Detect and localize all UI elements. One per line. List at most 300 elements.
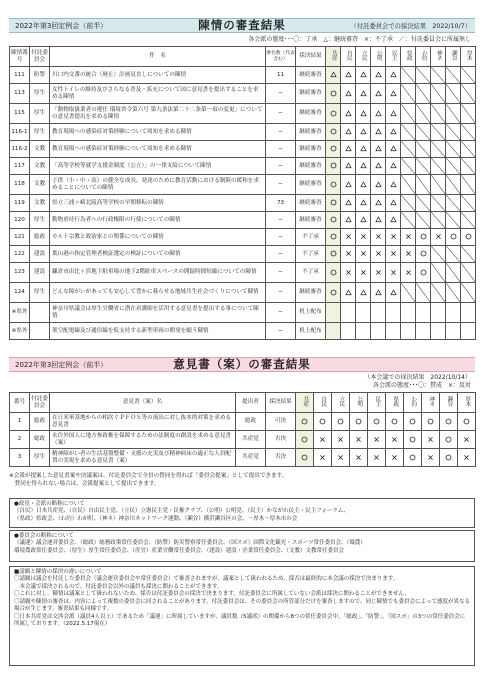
committee: 建設 <box>30 246 50 263</box>
empty-mark <box>326 323 341 340</box>
empty-mark <box>416 323 431 340</box>
slash-mark <box>446 175 461 195</box>
triangle-mark <box>386 175 401 195</box>
slash-mark <box>446 158 461 175</box>
opinion-no: 1 <box>10 413 30 431</box>
faction-header <box>458 393 476 413</box>
petitions-session: 2022年第3回定例会（前半） <box>15 22 108 30</box>
result: 可決 <box>266 413 296 431</box>
circle-mark <box>326 141 341 158</box>
cross-mark <box>386 449 404 467</box>
petition-no: 123 <box>10 263 30 283</box>
factions-box <box>9 498 475 528</box>
triangle-mark <box>371 195 386 212</box>
empty-mark <box>371 303 386 323</box>
slash-mark <box>431 158 446 175</box>
cross-mark <box>458 431 476 449</box>
signers: − <box>266 175 296 195</box>
slash-mark <box>446 104 461 124</box>
triangle-mark <box>356 124 371 141</box>
slash-mark <box>416 195 431 212</box>
petition-name: カルト宗教と政治家との関係についての陳情 <box>50 229 266 246</box>
table-row <box>10 84 476 104</box>
petition-name: 神奈川県議会は厚生労働省に潜在看護師を活用する意見書を提出する事について陳情 <box>50 303 266 323</box>
slash-mark <box>461 212 476 229</box>
circle-mark <box>326 246 341 263</box>
committee: 文教 <box>30 158 50 175</box>
faction-header <box>326 47 341 67</box>
result: 不了承 <box>296 263 326 283</box>
slash-mark <box>401 283 416 303</box>
col-result: 採決結果 <box>296 47 326 67</box>
circle-mark <box>440 449 458 467</box>
triangle-mark <box>356 141 371 158</box>
faction-header <box>296 393 314 413</box>
petitions-title: 陳情の審査結果 <box>198 18 286 32</box>
opinions-note: （本会議での採決結果 2022/10/14） <box>364 374 471 381</box>
faction-label: 厚木 <box>464 396 471 407</box>
petition-name: 動物虐待行為者への行政権限の行使についての陳情 <box>50 212 266 229</box>
result: 継続審査 <box>296 283 326 303</box>
circle-mark <box>416 229 431 246</box>
triangle-mark <box>371 67 386 84</box>
result: 不了承 <box>296 229 326 246</box>
committee <box>30 303 50 323</box>
triangle-mark <box>371 175 386 195</box>
faction-header <box>332 393 350 413</box>
triangle-mark <box>371 104 386 124</box>
col-op-no: 番号 <box>10 393 30 413</box>
circle-mark <box>296 413 314 431</box>
circle-mark <box>404 449 422 467</box>
cross-mark <box>314 449 332 467</box>
table-row <box>10 158 476 175</box>
triangle-mark <box>341 84 356 104</box>
petition-no: 119 <box>10 195 30 212</box>
committee <box>30 323 50 340</box>
slash-mark <box>401 84 416 104</box>
triangle-mark <box>341 175 356 195</box>
faction-header <box>431 47 446 67</box>
cross-mark <box>350 431 368 449</box>
slash-mark <box>416 212 431 229</box>
committee: 総政 <box>30 413 50 431</box>
slash-mark <box>431 283 446 303</box>
opinions-header <box>9 357 475 372</box>
table-row <box>10 431 476 449</box>
triangle-mark <box>341 124 356 141</box>
cross-mark <box>458 449 476 467</box>
cross-mark <box>386 246 401 263</box>
circle-mark <box>350 413 368 431</box>
col-committee: 付託委員会 <box>30 47 50 67</box>
committee: 文教 <box>30 141 50 158</box>
circle-mark <box>296 431 314 449</box>
circle-mark <box>326 84 341 104</box>
faction-header <box>386 47 401 67</box>
slash-mark <box>431 263 446 283</box>
faction-header <box>350 393 368 413</box>
faction-header <box>371 47 386 67</box>
triangle-mark <box>371 84 386 104</box>
triangle-mark <box>356 175 371 195</box>
petition-name: 県立三浦ヶ崎北陵高等学校の早期移転の陳情 <box>50 195 266 212</box>
signers: − <box>266 303 296 323</box>
faction-header <box>401 47 416 67</box>
faction-label: わ約 <box>410 396 417 407</box>
empty-mark <box>326 303 341 323</box>
triangle-mark <box>341 212 356 229</box>
slash-mark <box>431 67 446 84</box>
triangle-mark <box>371 158 386 175</box>
col-name: 件 名 <box>50 47 266 67</box>
petition-no: ※県外 <box>10 303 30 323</box>
signers: − <box>266 229 296 246</box>
signers: − <box>266 323 296 340</box>
slash-mark <box>416 158 431 175</box>
empty-mark <box>341 323 356 340</box>
triangle-mark <box>341 67 356 84</box>
faction-label: 瀬谷 <box>446 396 453 407</box>
faction-header <box>446 47 461 67</box>
triangle-mark <box>371 124 386 141</box>
cross-mark <box>341 263 356 283</box>
faction-label: 公明 <box>356 396 363 407</box>
cross-mark <box>371 229 386 246</box>
faction-label: 県政 <box>405 50 412 61</box>
slash-mark <box>401 104 416 124</box>
col-op-result: 採決結果 <box>266 393 296 413</box>
slash-mark <box>416 141 431 158</box>
petition-name: 教育現場への感染症対策経験について周知を求める陳情 <box>50 141 266 158</box>
triangle-mark <box>356 67 371 84</box>
result: 継続審査 <box>296 104 326 124</box>
cross-mark <box>341 229 356 246</box>
factions-line: （県政）県政会、（わ約）わが町、（神ネ）神奈川ネットワーク運動、（瀬谷）横浜瀬谷区の会、〜厚木〜厚木市の会 <box>14 515 298 522</box>
col-op-committee: 付託委員会 <box>30 393 50 413</box>
slash-mark <box>431 175 446 195</box>
slash-mark <box>431 141 446 158</box>
table-row <box>10 303 476 323</box>
slash-mark <box>461 104 476 124</box>
slash-mark <box>446 195 461 212</box>
petition-no: 120 <box>10 212 30 229</box>
slash-mark <box>431 212 446 229</box>
opinion-no: 2 <box>10 431 30 449</box>
rules-box <box>9 566 475 666</box>
table-row <box>10 195 476 212</box>
table-row <box>10 263 476 283</box>
opinion-name: 精神障がい者の生活基盤整備・支援の充実及び精神病床の適正な人員配置の実現を求める意見書（案） <box>50 449 236 467</box>
faction-label: わ約 <box>420 50 427 61</box>
proposer: 共産党 <box>236 431 266 449</box>
result: 継続審査 <box>296 124 326 141</box>
triangle-mark <box>356 195 371 212</box>
petition-name: 葉山港の指定管理者検証選定の検証についての陳情 <box>50 246 266 263</box>
empty-mark <box>446 303 461 323</box>
faction-label: 民主 <box>374 396 381 407</box>
triangle-mark <box>386 141 401 158</box>
slash-mark <box>431 246 446 263</box>
circle-mark <box>461 229 476 246</box>
empty-mark <box>386 323 401 340</box>
faction-label: 立民 <box>360 50 367 61</box>
signers: − <box>266 283 296 303</box>
committee: 防警 <box>30 67 50 84</box>
empty-mark <box>401 323 416 340</box>
faction-label: 神ネ <box>435 50 442 61</box>
faction-header <box>404 393 422 413</box>
triangle-mark <box>386 67 401 84</box>
signers: − <box>266 158 296 175</box>
faction-header <box>386 393 404 413</box>
triangle-mark <box>386 104 401 124</box>
petition-name: 架空配電線及び通信線を仮支持する新型車両の開発を願う陳情 <box>50 323 266 340</box>
cross-mark <box>386 431 404 449</box>
cross-mark <box>332 449 350 467</box>
factions-line: （自民）日本共産党、（自民）自由民主党、（立民）立憲民主党・民権クラブ、（公明）公明党、（民主）かながわ民主・民主フォーラム、 <box>14 508 349 515</box>
rules-line: 〇日本共産党は交渉会派（議員4人以上）であるため「議運」に所属していますが、議員数（5議席）の関係から8つの常任委員会中、「総政」、「防警」、「国スポ」の3つの常任委員会に所属しております。（2022.5.17現在） <box>14 613 466 627</box>
triangle-mark <box>371 212 386 229</box>
empty-mark <box>371 323 386 340</box>
committee: 厚生 <box>30 104 50 124</box>
petition-name: どんな障がいがあっても安心して豊かに暮らせる地域共生社会づくりについて陳情 <box>50 283 266 303</box>
rules-line: 〇請願は議会を付託した委員会（議会運営委員会や常任委員会）で審査されますが、議案として扱われるため、採否は最終的に本会議の採決で決まります。 <box>14 576 399 583</box>
result: 継続審査 <box>296 67 326 84</box>
faction-label: 瀬谷 <box>450 50 457 61</box>
triangle-mark <box>341 158 356 175</box>
empty-mark <box>431 323 446 340</box>
petition-name: 「高等学校等就学支援金制度（公立）」の一律支給について陳情 <box>50 158 266 175</box>
faction-label: 立民 <box>338 396 345 407</box>
petition-no: 122 <box>10 246 30 263</box>
circle-mark <box>326 263 341 283</box>
circle-mark <box>440 413 458 431</box>
petitions-table <box>9 46 476 340</box>
slash-mark <box>446 283 461 303</box>
slash-mark <box>461 195 476 212</box>
petition-no: 116-2 <box>10 141 30 158</box>
table-row <box>10 449 476 467</box>
slash-mark <box>461 263 476 283</box>
empty-mark <box>416 303 431 323</box>
result: 継続審査 <box>296 195 326 212</box>
empty-mark <box>356 303 371 323</box>
circle-mark <box>416 263 431 283</box>
rules-line: 〇請願や陳情の審査は、内容によって複数の委員会に回されることがあります。付託委員会は、その委員会の所管部分だけを審査しますので、同じ陳情でも委員会によって態度が異なる場合が生じます。審査結果も同様です。 <box>14 598 470 613</box>
triangle-mark <box>341 283 356 303</box>
slash-mark <box>461 67 476 84</box>
signers: 11 <box>266 67 296 84</box>
signers: − <box>266 141 296 158</box>
petitions-header <box>9 18 475 33</box>
slash-mark <box>431 84 446 104</box>
circle-mark <box>296 449 314 467</box>
cross-mark <box>431 229 446 246</box>
slash-mark <box>446 141 461 158</box>
cross-mark <box>401 263 416 283</box>
cross-mark <box>350 449 368 467</box>
faction-label: 共産 <box>302 396 309 407</box>
triangle-mark <box>356 283 371 303</box>
circle-mark <box>326 158 341 175</box>
opinions-title: 意見書（案）の審査結果 <box>173 357 311 371</box>
faction-header <box>341 47 356 67</box>
rules-title: ■請願と陳情の採決の違いについて <box>14 569 102 575</box>
slash-mark <box>431 124 446 141</box>
triangle-mark <box>356 212 371 229</box>
circle-mark <box>326 175 341 195</box>
triangle-mark <box>386 84 401 104</box>
faction-header <box>416 47 431 67</box>
slash-mark <box>431 104 446 124</box>
opinions-session: 2022年第3回定例会（前半） <box>15 361 108 369</box>
table-row <box>10 212 476 229</box>
slash-mark <box>401 124 416 141</box>
empty-mark <box>461 303 476 323</box>
slash-mark <box>401 141 416 158</box>
triangle-mark <box>371 141 386 158</box>
signers: 73 <box>266 195 296 212</box>
signers: − <box>266 84 296 104</box>
result: 否決 <box>266 449 296 467</box>
table-row <box>10 246 476 263</box>
cross-mark <box>368 431 386 449</box>
col-op-proposer: 提出者 <box>236 393 266 413</box>
committee: 厚生 <box>30 283 50 303</box>
cross-mark <box>356 229 371 246</box>
empty-mark <box>461 323 476 340</box>
circle-mark <box>386 413 404 431</box>
faction-header <box>368 393 386 413</box>
table-row <box>10 283 476 303</box>
slash-mark <box>401 67 416 84</box>
petition-no: 113 <box>10 84 30 104</box>
circle-mark <box>326 104 341 124</box>
slash-mark <box>416 84 431 104</box>
table-row <box>10 141 476 158</box>
slash-mark <box>446 84 461 104</box>
cross-mark <box>332 431 350 449</box>
slash-mark <box>446 263 461 283</box>
result: 不了承 <box>296 246 326 263</box>
petitions-legend: 各会派の態度･･･〇：了承 △：継続審査 ×：不了承 ／：付託委員会に所属無し <box>248 36 471 43</box>
cross-mark <box>356 263 371 283</box>
col-op-name: 意見書（案）名 <box>50 393 236 413</box>
triangle-mark <box>371 283 386 303</box>
circle-mark <box>326 124 341 141</box>
slash-mark <box>446 67 461 84</box>
triangle-mark <box>356 104 371 124</box>
result: 継続審査 <box>296 84 326 104</box>
petition-name: 「動物取扱業者の遵任 環境省令第六号 第九条法第二十二条第一項の変更」についての意見書提出を求める陳情 <box>50 104 266 124</box>
petition-no: 115 <box>10 104 30 124</box>
circle-mark <box>446 229 461 246</box>
committee: 厚生 <box>30 84 50 104</box>
slash-mark <box>446 212 461 229</box>
cross-mark <box>422 449 440 467</box>
slash-mark <box>461 84 476 104</box>
cross-mark <box>314 431 332 449</box>
slash-mark <box>461 158 476 175</box>
faction-label: 公明 <box>375 50 382 61</box>
col-petition-no: 陳情番号 <box>10 47 30 67</box>
table-row <box>10 67 476 84</box>
circle-mark <box>326 212 341 229</box>
slash-mark <box>416 124 431 141</box>
committees-line: （議運）議会運営委員会、（総政）総務政策常任委員会、（防警）防災警察常任委員会、（国スポ）国際文化観光・スポーツ常任委員会、（環農） <box>14 540 366 547</box>
slash-mark <box>416 175 431 195</box>
faction-label: 神ネ <box>428 396 435 407</box>
triangle-mark <box>341 104 356 124</box>
result: 継続審査 <box>296 158 326 175</box>
circle-mark <box>326 229 341 246</box>
faction-header <box>422 393 440 413</box>
signers: − <box>266 104 296 124</box>
empty-mark <box>341 303 356 323</box>
empty-mark <box>446 323 461 340</box>
committee: 厚生 <box>30 212 50 229</box>
table-row <box>10 104 476 124</box>
cross-mark <box>356 246 371 263</box>
committee: 総政 <box>30 431 50 449</box>
petition-name: 川口内交番の統合（廃止）計画見直しについての陳情 <box>50 67 266 84</box>
faction-header <box>314 393 332 413</box>
petition-no: 121 <box>10 229 30 246</box>
committee: 厚生 <box>30 449 50 467</box>
triangle-mark <box>341 141 356 158</box>
slash-mark <box>401 158 416 175</box>
cross-mark <box>422 431 440 449</box>
committees-title: ●委員会の略称について <box>14 533 74 539</box>
signers: − <box>266 212 296 229</box>
cross-mark <box>371 263 386 283</box>
slash-mark <box>461 175 476 195</box>
opinions-table <box>9 392 476 467</box>
triangle-mark <box>386 283 401 303</box>
opinions-legend: 各会派の態度･･･〇：賛成 ×：反対 <box>372 382 471 389</box>
slash-mark <box>416 67 431 84</box>
committees-line: 環境農政常任委員会、（厚生）厚生常任委員会、（産労）産業労働常任委員会、（建設）建設・企業常任委員会、（文教）文教常任委員会 <box>14 547 345 554</box>
result: 継続審査 <box>296 212 326 229</box>
petition-name: 鎌倉市由比ヶ浜地下駐車場の地下2階駐車スペースの開錠時間短縮についての陳情 <box>50 263 266 283</box>
empty-mark <box>431 303 446 323</box>
signers: − <box>266 263 296 283</box>
triangle-mark <box>386 124 401 141</box>
circle-mark <box>326 283 341 303</box>
opinion-no: 3 <box>10 449 30 467</box>
petitions-note: （付託委員会での採決結果 2022/10/7） <box>350 23 471 30</box>
committee: 総政 <box>30 229 50 246</box>
table-row <box>10 413 476 431</box>
triangle-mark <box>386 212 401 229</box>
triangle-mark <box>386 158 401 175</box>
slash-mark <box>461 124 476 141</box>
cross-mark <box>386 229 401 246</box>
proposer: 共産党 <box>236 449 266 467</box>
result: 机上配布 <box>296 303 326 323</box>
committees-box <box>9 530 475 562</box>
petition-no: 124 <box>10 283 30 303</box>
circle-mark <box>368 413 386 431</box>
cross-mark <box>401 246 416 263</box>
circle-mark <box>332 413 350 431</box>
triangle-mark <box>356 84 371 104</box>
table-row <box>10 124 476 141</box>
cross-mark <box>401 229 416 246</box>
slash-mark <box>461 283 476 303</box>
proposer: 総政 <box>236 413 266 431</box>
